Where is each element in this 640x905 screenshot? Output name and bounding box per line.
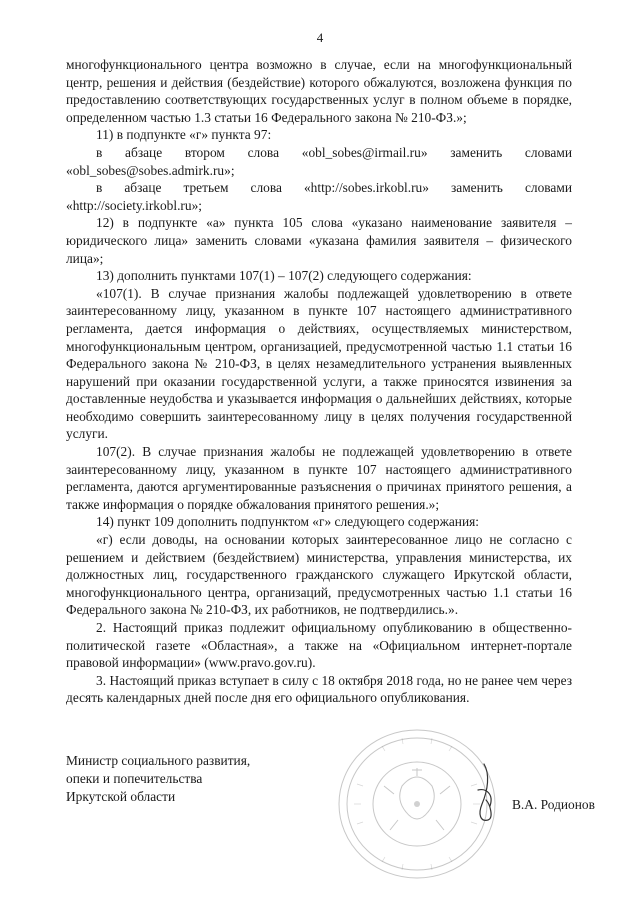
page-number: 4	[316, 30, 324, 45]
body-paragraph: 107(2). В случае признания жалобы не подлежащей удовлетворению в ответе заинтересованному лицу, указанном в пункте 107 настоящего административного регламента, даются аргументированные разъяснения о причинах принятого решения, а также информация о порядке обжалования принятого решения.»;	[66, 444, 572, 512]
signatory-position-line: Министр социального развития,	[66, 753, 251, 768]
signatory-position-line: опеки и попечительства	[66, 771, 203, 786]
body-paragraph: 13) дополнить пунктами 107(1) – 107(2) следующего содержания:	[96, 268, 472, 284]
signatory-name: В.А. Родионов	[512, 797, 595, 812]
body-paragraph: в абзаце третьем слова «http://sobes.irkobl.ru» заменить словами «http://society.irkobl.ru»;	[66, 180, 572, 213]
body-paragraph: 14) пункт 109 дополнить подпунктом «г» следующего содержания:	[96, 514, 479, 530]
handwritten-signature-icon	[460, 760, 510, 830]
signatory-position	[66, 752, 250, 806]
body-paragraph: 11) в подпункте «г» пункта 97:	[96, 127, 272, 143]
body-paragraph: 2. Настоящий приказ подлежит официальному опубликованию в общественно-политической газете «Областная», а также на «Официальном интернет-портале правовой информации» (www.pravo.gov.ru).	[66, 620, 572, 671]
body-paragraph: 12) в подпункте «а» пункта 105 слова «указано наименование заявителя – юридического лица» заменить словами «указана фамилия заявителя – физического лица»;	[66, 215, 572, 266]
signatory-position-line: Иркутской области	[66, 789, 176, 804]
body-paragraph: в абзаце втором слова «obl_sobes@irmail.ru» заменить словами «obl_sobes@sobes.admirk.ru»;	[66, 144, 572, 178]
body-paragraph: «г) если доводы, на основании которых заинтересованное лицо не согласно с решением и действием (бездействием) министерства, управления министерства, их должностных лиц, государственного гражданского служащего Иркутской области, многофункционального центра, организаций, предусмотренных частью 1.1 статьи 16 Федерального закона № 210-ФЗ, их работников, не подтвердились.».	[66, 532, 572, 618]
body-paragraph: 3. Настоящий приказ вступает в силу с 18 октября 2018 года, но не ранее чем через десять календарных дней после дня его официального опубликования.	[66, 672, 572, 706]
document-body	[66, 56, 572, 707]
body-paragraph: «107(1). В случае признания жалобы подлежащей удовлетворению в ответе заинтересованному лицу, указанном в пункте 107 настоящего административного регламента, дается информация о действиях, осуществляемых министерством, многофункциональным центром, организацией, предусмотренной частью 1.1 статьи 16 Федерального закона № 210-ФЗ, в целях незамедлительного устранения выявленных нарушений при оказании государственной услуги, а также приносятся извинения за доставленные неудобства и указывается информация о дальнейших действиях, которые необходимо совершить заинтересованному лицу в целях получения государственной услуги.	[66, 285, 572, 442]
body-paragraph: многофункционального центра возможно в случае, если на многофункциональный центр, решения и действия (бездействие) которого обжалуются, возложена функция по предоставлению соответствующих государственных услуг в полном объеме в порядке, определенном частью 1.3 статьи 16 Федерального закона № 210-ФЗ.»;	[66, 57, 572, 125]
